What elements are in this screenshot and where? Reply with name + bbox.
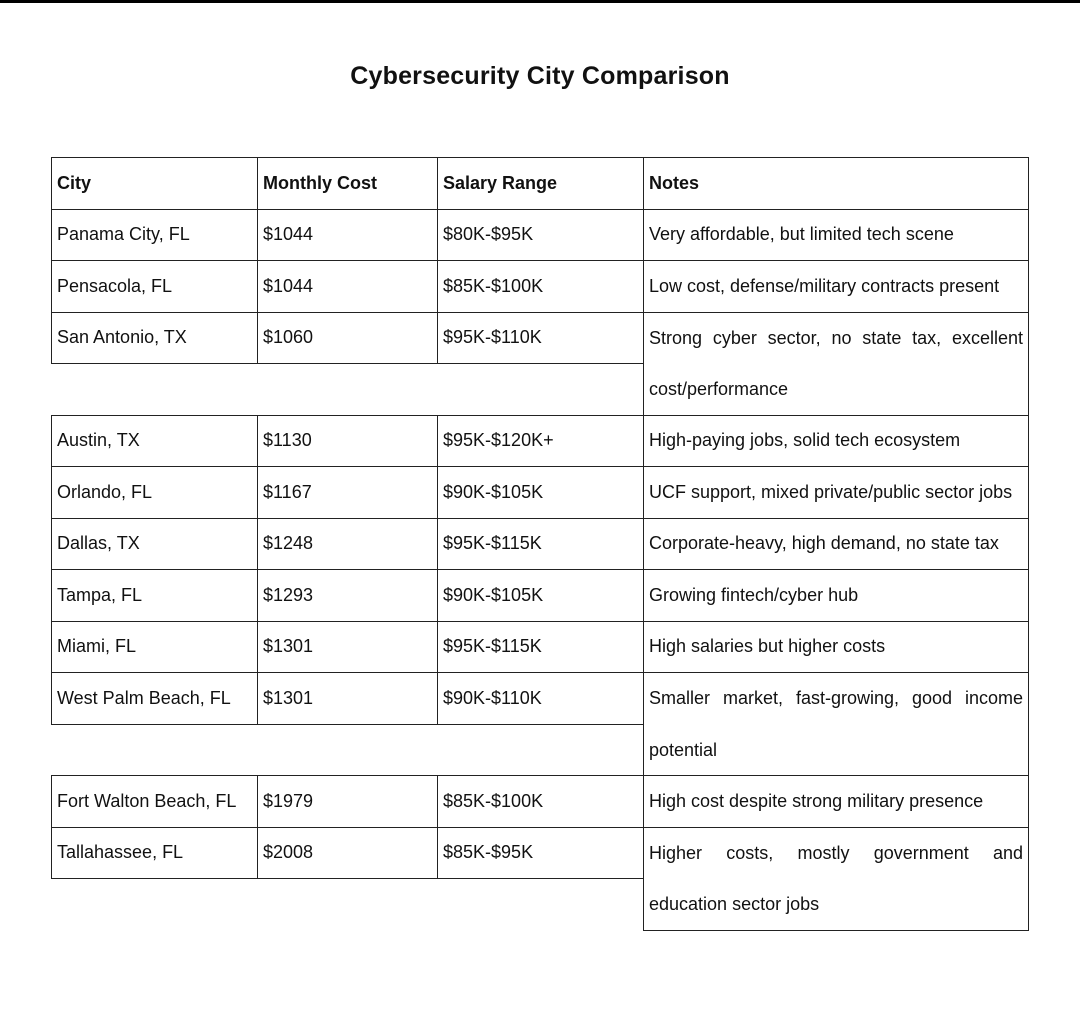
salary-cell bbox=[437, 569, 644, 622]
header-salary bbox=[437, 157, 644, 210]
cost-cell bbox=[257, 260, 438, 313]
cost-cell bbox=[257, 312, 438, 365]
header-salary-text: Salary Range bbox=[443, 172, 558, 193]
salary-cell bbox=[437, 312, 644, 365]
city-cell bbox=[51, 672, 258, 725]
page-title: Cybersecurity City Comparison bbox=[350, 62, 730, 90]
notes-cell-text: Very affordable, but limited tech scene bbox=[649, 224, 954, 245]
cost-cell bbox=[257, 518, 438, 571]
city-cell-text: Dallas, TX bbox=[57, 533, 140, 554]
city-cell-text: Fort Walton Beach, FL bbox=[57, 790, 237, 811]
notes-cell-text: High-paying jobs, solid tech ecosystem bbox=[649, 430, 961, 451]
notes-cell bbox=[643, 260, 1029, 313]
notes-cell-text: High salaries but higher costs bbox=[649, 636, 886, 657]
header-cost bbox=[257, 157, 438, 210]
salary-cell bbox=[437, 209, 644, 262]
city-cell bbox=[51, 569, 258, 622]
cost-cell-text: $1060 bbox=[263, 327, 314, 348]
notes-cell bbox=[643, 827, 1029, 931]
city-cell bbox=[51, 466, 258, 519]
notes-cell-text: Low cost, defense/military contracts present bbox=[649, 275, 1000, 296]
city-cell-text: Tampa, FL bbox=[57, 584, 143, 605]
salary-cell-text: $95K-$110K bbox=[443, 327, 542, 348]
salary-cell-text: $95K-$115K bbox=[443, 636, 542, 657]
cost-cell bbox=[257, 672, 438, 725]
cost-cell bbox=[257, 466, 438, 519]
header-notes bbox=[643, 157, 1029, 210]
header-notes-text: Notes bbox=[649, 172, 700, 193]
salary-cell bbox=[437, 518, 644, 571]
cost-cell-text: $1301 bbox=[263, 636, 314, 657]
salary-cell-text: $80K-$95K bbox=[443, 224, 534, 245]
salary-cell-text: $85K-$95K bbox=[443, 842, 534, 863]
cost-cell-text: $1248 bbox=[263, 533, 314, 554]
cost-cell bbox=[257, 415, 438, 468]
salary-cell bbox=[437, 672, 644, 725]
notes-cell bbox=[643, 569, 1029, 622]
salary-cell-text: $90K-$105K bbox=[443, 584, 544, 605]
city-cell-text: Pensacola, FL bbox=[57, 275, 173, 296]
cost-cell-text: $2008 bbox=[263, 842, 314, 863]
city-cell-text: Panama City, FL bbox=[57, 224, 190, 245]
salary-cell-text: $95K-$120K+ bbox=[443, 430, 554, 451]
salary-cell bbox=[437, 775, 644, 828]
city-cell-text: Tallahassee, FL bbox=[57, 842, 184, 863]
cost-cell bbox=[257, 621, 438, 674]
city-cell bbox=[51, 775, 258, 828]
notes-cell bbox=[643, 466, 1029, 519]
header-cost-text: Monthly Cost bbox=[263, 172, 377, 193]
notes-cell-text: UCF support, mixed private/public sector jobs bbox=[649, 481, 1013, 502]
city-cell bbox=[51, 312, 258, 365]
header-city bbox=[51, 157, 258, 210]
notes-cell-text: Higher costs, mostly government and education sector jobs bbox=[649, 842, 1023, 914]
city-cell-text: West Palm Beach, FL bbox=[57, 687, 231, 708]
notes-cell bbox=[643, 415, 1029, 468]
notes-cell bbox=[643, 209, 1029, 262]
city-cell-text: Miami, FL bbox=[57, 636, 137, 657]
city-cell bbox=[51, 621, 258, 674]
cost-cell-text: $1979 bbox=[263, 790, 314, 811]
city-cell bbox=[51, 518, 258, 571]
notes-cell bbox=[643, 775, 1029, 828]
notes-cell-text: Smaller market, fast-growing, good income potential bbox=[649, 688, 1023, 760]
city-cell bbox=[51, 415, 258, 468]
cost-cell-text: $1044 bbox=[263, 224, 314, 245]
cost-cell bbox=[257, 569, 438, 622]
salary-cell bbox=[437, 415, 644, 468]
salary-cell bbox=[437, 621, 644, 674]
city-cell bbox=[51, 209, 258, 262]
city-cell bbox=[51, 260, 258, 313]
salary-cell-text: $90K-$105K bbox=[443, 481, 544, 502]
top-border-rule bbox=[0, 0, 1080, 3]
notes-cell-text: Strong cyber sector, no state tax, excellent cost/performance bbox=[649, 327, 1023, 399]
city-cell-text: Orlando, FL bbox=[57, 481, 153, 502]
salary-cell bbox=[437, 827, 644, 880]
salary-cell-text: $85K-$100K bbox=[443, 790, 544, 811]
salary-cell-text: $90K-$110K bbox=[443, 687, 542, 708]
salary-cell bbox=[437, 466, 644, 519]
notes-cell bbox=[643, 621, 1029, 674]
notes-cell-text: Growing fintech/cyber hub bbox=[649, 584, 859, 605]
cost-cell bbox=[257, 775, 438, 828]
notes-cell bbox=[643, 312, 1029, 416]
salary-cell-text: $95K-$115K bbox=[443, 533, 542, 554]
notes-cell bbox=[643, 672, 1029, 776]
notes-cell bbox=[643, 518, 1029, 571]
salary-cell bbox=[437, 260, 644, 313]
notes-cell-text: High cost despite strong military presence bbox=[649, 790, 984, 811]
cost-cell bbox=[257, 827, 438, 880]
cost-cell-text: $1293 bbox=[263, 584, 314, 605]
city-cell bbox=[51, 827, 258, 880]
cost-cell bbox=[257, 209, 438, 262]
header-city-text: City bbox=[57, 172, 92, 193]
cost-cell-text: $1167 bbox=[263, 481, 312, 502]
cost-cell-text: $1044 bbox=[263, 275, 314, 296]
city-cell-text: San Antonio, TX bbox=[57, 327, 187, 348]
cost-cell-text: $1130 bbox=[263, 430, 312, 451]
notes-cell-text: Corporate-heavy, high demand, no state tax bbox=[649, 533, 999, 554]
cost-cell-text: $1301 bbox=[263, 687, 314, 708]
salary-cell-text: $85K-$100K bbox=[443, 275, 544, 296]
city-cell-text: Austin, TX bbox=[57, 430, 140, 451]
